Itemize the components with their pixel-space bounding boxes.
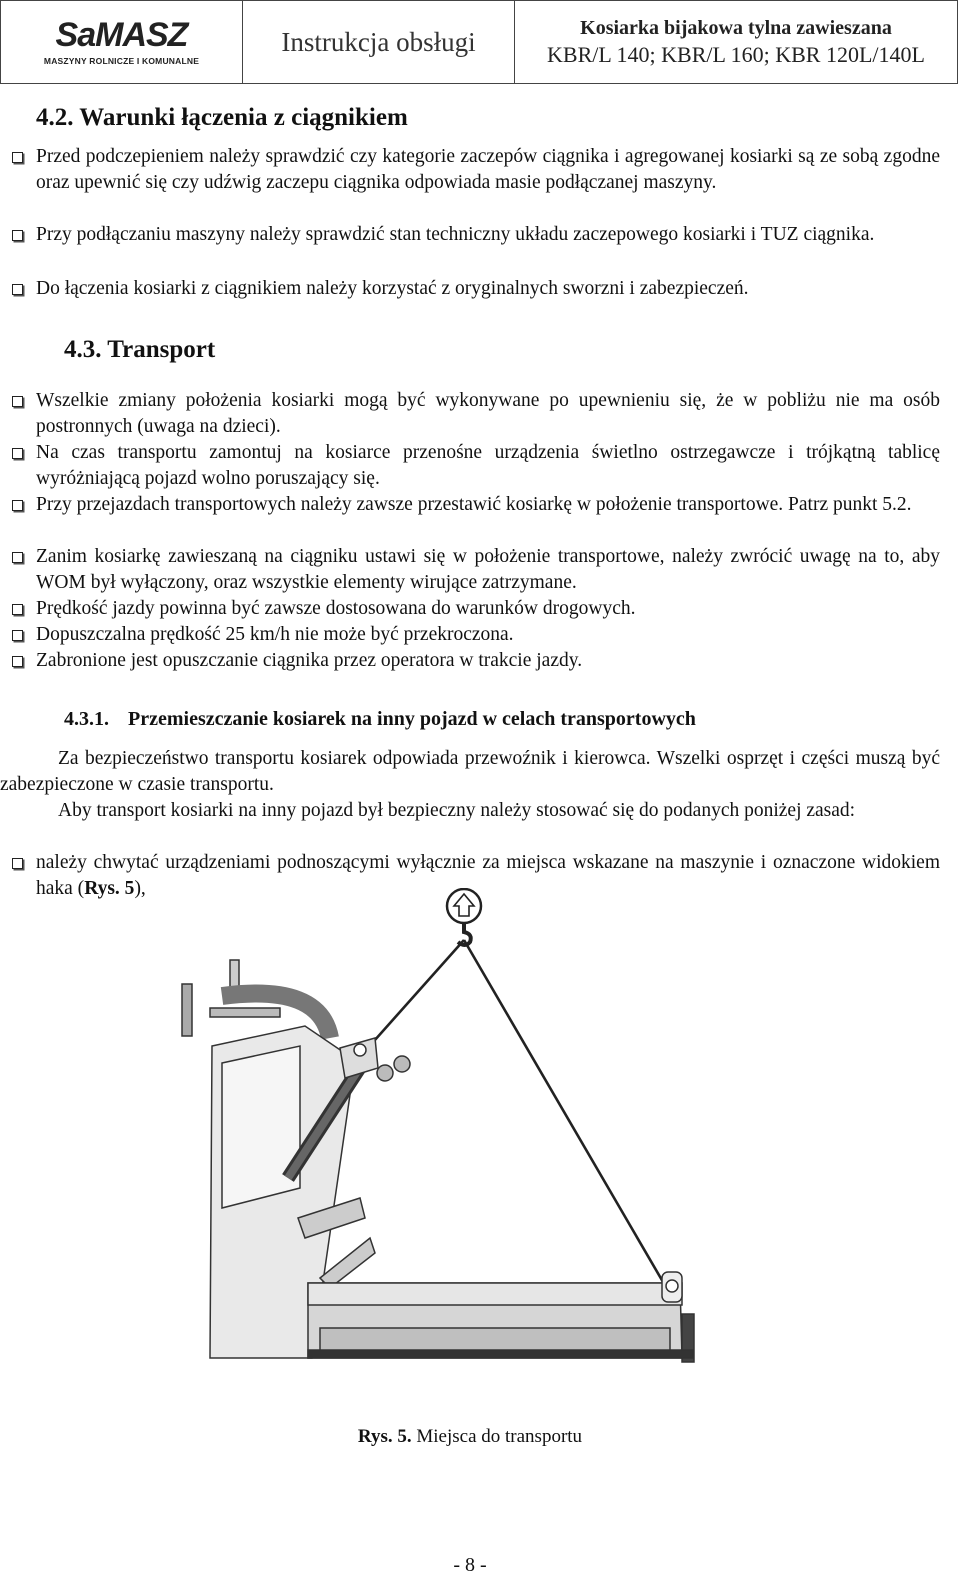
product-title-block xyxy=(515,1,957,83)
checkbox-bullet-icon xyxy=(12,152,23,163)
product-models: KBR/L 140; KBR/L 160; KBR 120L/140L xyxy=(547,41,925,67)
mower-lifting-figure xyxy=(170,888,710,1408)
logo-brand: SaMASZ xyxy=(55,16,188,54)
list-item: Prędkość jazdy powinna być zawsze dostosowana do warunków drogowych. xyxy=(36,598,636,619)
list-item: Zabronione jest opuszczanie ciągnika przez operatora w trakcie jazdy. xyxy=(36,650,583,671)
section-4-2-heading: 4.2. Warunki łączenia z ciągnikiem xyxy=(36,104,408,131)
mower-illustration xyxy=(182,960,694,1362)
sling-line-right xyxy=(464,940,670,1294)
list-item: Wszelkie zmiany położenia kosiarki mogą być wykonywane po upewnieniu się, że w pobliżu nie ma osób postronnych (uwaga na dzieci). xyxy=(36,390,940,437)
list-item: Zanim kosiarkę zawieszaną na ciągniku ustawi się w położenie transportowe, należy zwrócić uwagę na to, aby WOM był wyłączony, oraz wszystkie elementy wirujące zatrzymane. xyxy=(36,546,940,593)
figure-caption xyxy=(0,1426,940,1448)
sling-line-left xyxy=(366,940,464,1050)
logo-subtitle: MASZYNY ROLNICZE I KOMUNALNE xyxy=(43,56,200,66)
section-4-3-1-number: 4.3.1. xyxy=(64,708,109,730)
caption-label: Rys. 5. xyxy=(357,1426,412,1447)
caption-text: Miejsca do transportu xyxy=(411,1426,583,1447)
list-item: Przed podczepieniem należy sprawdzić czy kategorie zaczepów ciągnika i agregowanej kosiarki są ze sobą zgodne oraz upewnić się czy udźwig zaczepu ciągnika odpowiada masie podłączanej maszyny. xyxy=(36,146,940,193)
list-item: Dopuszczalna prędkość 25 km/h nie może być przekroczona. xyxy=(36,624,514,645)
list-item: Na czas transportu zamontuj na kosiarce przenośne urządzenia świetlno ostrzegawcze i trójkątną tablicę wyróżniającą pojazd wolno poruszający się. xyxy=(36,442,940,489)
checkbox-bullet-icon xyxy=(12,858,23,869)
page-number: - 8 - xyxy=(453,1554,487,1576)
list-item: Przy podłączaniu maszyny należy sprawdzić stan techniczny układu zaczepowego kosiarki i TUZ ciągnika. xyxy=(36,224,875,245)
company-logo xyxy=(1,1,243,83)
checkbox-bullet-icon xyxy=(12,230,23,241)
list-item: Przy przejazdach transportowych należy zawsze przestawić kosiarkę w położenie transportowe. Patrz punkt 5.2. xyxy=(36,494,912,515)
checkbox-bullet-icon xyxy=(12,448,23,459)
checkbox-bullet-icon xyxy=(12,500,23,511)
product-title: Kosiarka bijakowa tylna zawieszana xyxy=(580,16,892,39)
checkbox-bullet-icon xyxy=(12,604,23,615)
paragraph: Aby transport kosiarki na inny pojazd był bezpieczny należy stosować się do podanych poniżej zasad: xyxy=(58,800,856,821)
section-4-3-heading: 4.3. Transport xyxy=(64,336,216,363)
figure-reference: Rys. 5 xyxy=(84,878,135,899)
document-type: Instrukcja obsługi xyxy=(243,1,515,83)
page-header xyxy=(0,0,958,84)
hook-icon xyxy=(447,889,481,945)
list-item-text: należy chwytać urządzeniami podnoszącymi wyłącznie za miejsca wskazane na maszynie i oznaczone widokiem haka ( xyxy=(36,852,940,899)
paragraph: Za bezpieczeństwo transportu kosiarek odpowiada przewoźnik i kierowca. Wszelki osprzęt i części muszą być zabezpieczone w czasie transportu. xyxy=(0,748,940,795)
checkbox-bullet-icon xyxy=(12,396,23,407)
checkbox-bullet-icon xyxy=(12,552,23,563)
list-item-end: ), xyxy=(134,878,146,899)
list-item: Do łączenia kosiarki z ciągnikiem należy korzystać z oryginalnych sworzni i zabezpieczeń. xyxy=(36,278,749,299)
checkbox-bullet-icon xyxy=(12,284,23,295)
checkbox-bullet-icon xyxy=(12,656,23,667)
section-4-3-1-heading: Przemieszczanie kosiarek na inny pojazd w celach transportowych xyxy=(128,708,696,730)
checkbox-bullet-icon xyxy=(12,630,23,641)
